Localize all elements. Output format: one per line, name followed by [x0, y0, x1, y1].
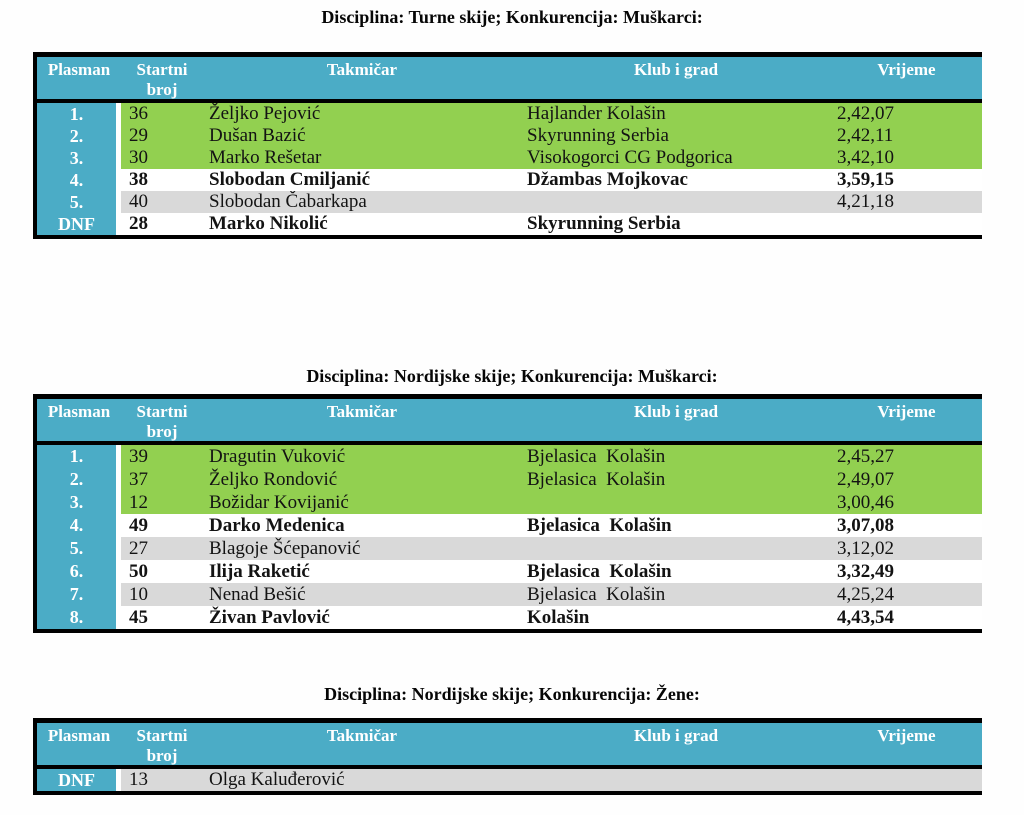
- plasman-cell: 5.: [37, 537, 116, 560]
- club-city-cell: Bjelasica Kolašin: [521, 583, 831, 606]
- table-body: [37, 103, 982, 235]
- section-title-nordijske-skije-muskarci: Disciplina: Nordijske skije; Konkurencija: Muškarci:: [306, 366, 718, 386]
- plasman-cell: 7.: [37, 583, 116, 606]
- table-row: [37, 125, 982, 147]
- competitor-cell: Božidar Kovijanić: [203, 491, 521, 514]
- club-city-cell: Bjelasica Kolašin: [521, 445, 831, 468]
- competitor-cell: Marko Nikolić: [203, 213, 521, 235]
- column-header-startni-broj: [121, 60, 203, 99]
- table-row: [37, 769, 982, 791]
- start-number-cell: 28: [121, 213, 203, 235]
- club-city-cell: [521, 191, 831, 213]
- competitor-cell: Živan Pavlović: [203, 606, 521, 629]
- start-number-cell: 45: [121, 606, 203, 629]
- start-number-cell: 39: [121, 445, 203, 468]
- time-cell: 3,00,46: [831, 491, 982, 514]
- section-title-nordijske-skije-zene: Disciplina: Nordijske skije; Konkurencija: Žene:: [324, 684, 700, 704]
- plasman-cell: 2.: [37, 468, 116, 491]
- column-header-klub-i-grad: Klub i grad: [633, 726, 719, 745]
- table-body: [37, 445, 982, 629]
- time-cell: 3,07,08: [831, 514, 982, 537]
- column-header-startni-broj-label: Startni broj: [136, 402, 188, 441]
- competitor-cell: Slobodan Cmiljanić: [203, 169, 521, 191]
- plasman-cell: 6.: [37, 560, 116, 583]
- start-number-cell: 50: [121, 560, 203, 583]
- time-cell: 3,59,15: [831, 169, 982, 191]
- start-number-cell: 49: [121, 514, 203, 537]
- table-row: [37, 191, 982, 213]
- time-cell: 2,49,07: [831, 468, 982, 491]
- club-city-cell: [521, 537, 831, 560]
- column-header-takmicar: Takmičar: [326, 726, 398, 745]
- start-number-cell: 29: [121, 125, 203, 147]
- club-city-cell: Hajlander Kolašin: [521, 103, 831, 125]
- start-number-cell: 30: [121, 147, 203, 169]
- start-number-cell: 40: [121, 191, 203, 213]
- time-cell: 4,25,24: [831, 583, 982, 606]
- competitor-cell: Slobodan Čabarkapa: [203, 191, 521, 213]
- results-table-turne-skije-muskarci: [33, 52, 982, 239]
- plasman-cell: DNF: [37, 769, 116, 791]
- table-header: [37, 57, 982, 103]
- plasman-cell: 1.: [37, 103, 116, 125]
- time-cell: 3,32,49: [831, 560, 982, 583]
- plasman-cell: 4.: [37, 169, 116, 191]
- time-cell: [831, 213, 982, 235]
- column-header-vrijeme: Vrijeme: [877, 726, 936, 745]
- plasman-cell: DNF: [37, 213, 116, 235]
- club-city-cell: Bjelasica Kolašin: [521, 560, 831, 583]
- plasman-cell: 3.: [37, 147, 116, 169]
- competitor-cell: Blagoje Šćepanović: [203, 537, 521, 560]
- column-header-vrijeme: Vrijeme: [877, 402, 936, 421]
- competitor-cell: Željko Rondović: [203, 468, 521, 491]
- club-city-cell: Bjelasica Kolašin: [521, 514, 831, 537]
- competitor-cell: Dušan Bazić: [203, 125, 521, 147]
- column-header-startni-broj-label: Startni broj: [136, 60, 188, 99]
- club-city-cell: Kolašin: [521, 606, 831, 629]
- competitor-cell: Darko Medenica: [203, 514, 521, 537]
- plasman-cell: 8.: [37, 606, 116, 629]
- table-row: [37, 537, 982, 560]
- start-number-cell: 13: [121, 769, 203, 791]
- time-cell: [831, 769, 982, 791]
- club-city-cell: Bjelasica Kolašin: [521, 468, 831, 491]
- time-cell: 2,45,27: [831, 445, 982, 468]
- time-cell: 4,21,18: [831, 191, 982, 213]
- table-row: [37, 213, 982, 235]
- table-row: [37, 103, 982, 125]
- start-number-cell: 36: [121, 103, 203, 125]
- table-row: [37, 583, 982, 606]
- club-city-cell: Skyrunning Serbia: [521, 213, 831, 235]
- column-header-takmicar: Takmičar: [326, 402, 398, 421]
- plasman-cell: 5.: [37, 191, 116, 213]
- plasman-cell: 3.: [37, 491, 116, 514]
- table-body: [37, 769, 982, 791]
- column-header-startni-broj: [121, 402, 203, 441]
- club-city-cell: [521, 769, 831, 791]
- results-table-nordijske-skije-muskarci: [33, 394, 982, 633]
- table-row: [37, 514, 982, 537]
- table-row: [37, 147, 982, 169]
- table-row: [37, 606, 982, 629]
- competitor-cell: Marko Rešetar: [203, 147, 521, 169]
- results-table-nordijske-skije-zene: [33, 718, 982, 795]
- table-row: [37, 491, 982, 514]
- start-number-cell: 10: [121, 583, 203, 606]
- competitor-cell: Ilija Raketić: [203, 560, 521, 583]
- table-row: [37, 560, 982, 583]
- table-row: [37, 445, 982, 468]
- table-row: [37, 468, 982, 491]
- column-header-plasman: Plasman: [47, 402, 111, 421]
- start-number-cell: 37: [121, 468, 203, 491]
- column-header-startni-broj-label: Startni broj: [136, 726, 188, 765]
- column-header-vrijeme: Vrijeme: [877, 60, 936, 79]
- section-title-turne-skije-muskarci: Disciplina: Turne skije; Konkurencija: Muškarci:: [321, 7, 703, 27]
- time-cell: 2,42,07: [831, 103, 982, 125]
- time-cell: 4,43,54: [831, 606, 982, 629]
- start-number-cell: 38: [121, 169, 203, 191]
- club-city-cell: Džambas Mojkovac: [521, 169, 831, 191]
- column-header-startni-broj: [121, 726, 203, 765]
- club-city-cell: Visokogorci CG Podgorica: [521, 147, 831, 169]
- table-row: [37, 169, 982, 191]
- table-header: [37, 399, 982, 445]
- plasman-cell: 1.: [37, 445, 116, 468]
- competitor-cell: Olga Kaluđerović: [203, 769, 521, 791]
- club-city-cell: Skyrunning Serbia: [521, 125, 831, 147]
- start-number-cell: 12: [121, 491, 203, 514]
- plasman-cell: 2.: [37, 125, 116, 147]
- competitor-cell: Nenad Bešić: [203, 583, 521, 606]
- time-cell: 3,12,02: [831, 537, 982, 560]
- competitor-cell: Dragutin Vuković: [203, 445, 521, 468]
- competitor-cell: Željko Pejović: [203, 103, 521, 125]
- table-header: [37, 723, 982, 769]
- start-number-cell: 27: [121, 537, 203, 560]
- column-header-takmicar: Takmičar: [326, 60, 398, 79]
- column-header-klub-i-grad: Klub i grad: [633, 402, 719, 421]
- column-header-plasman: Plasman: [47, 60, 111, 79]
- column-header-klub-i-grad: Klub i grad: [633, 60, 719, 79]
- club-city-cell: [521, 491, 831, 514]
- column-header-plasman: Plasman: [47, 726, 111, 745]
- plasman-cell: 4.: [37, 514, 116, 537]
- time-cell: 2,42,11: [831, 125, 982, 147]
- time-cell: 3,42,10: [831, 147, 982, 169]
